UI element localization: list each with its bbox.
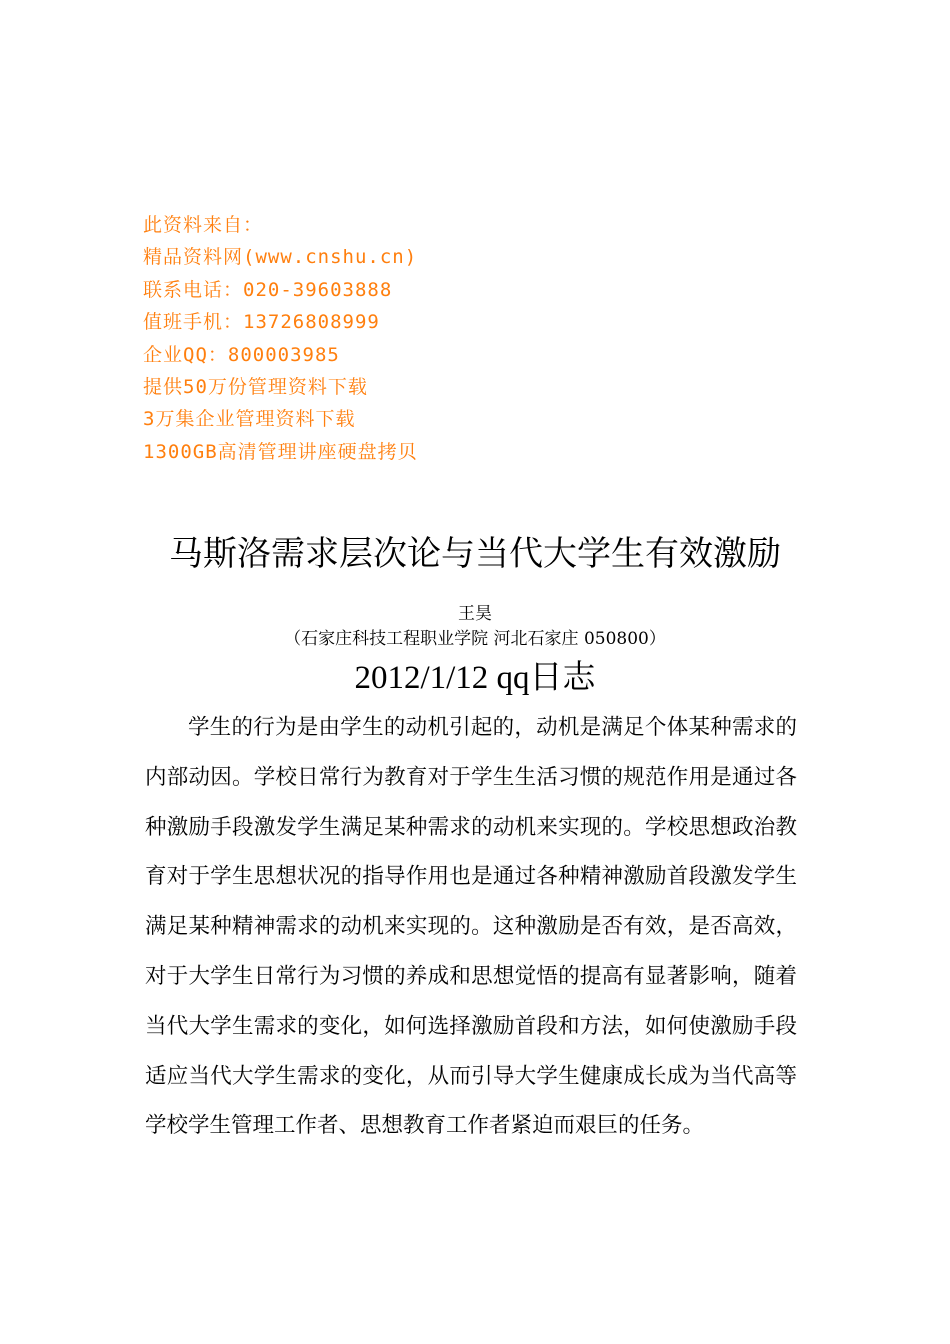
article-author: 王昊 (458, 604, 492, 624)
source-line-mobile: 值班手机：13726808999 (143, 311, 380, 334)
source-line-phone: 联系电话：020-39603888 (143, 278, 393, 301)
article-dateline: 2012/1/12 qq日志 (354, 660, 596, 696)
source-line-qq: 企业QQ：800003985 (143, 343, 340, 366)
source-line-offer-3: 1300GB高清管理讲座硬盘拷贝 (143, 440, 418, 463)
article-title: 马斯洛需求层次论与当代大学生有效激励 (169, 534, 781, 574)
source-line-offer-1: 提供50万份管理资料下载 (143, 375, 368, 398)
source-line-website: 精品资料网(www.cnshu.cn) (143, 246, 418, 269)
article-paragraph: 学生的行为是由学生的动机引起的，动机是满足个体某种需求的内部动因。学校日常行为教育对于学生生活习惯的规范作用是通过各种激励手段激发学生满足某种需求的动机来实现的。学校思想政治教育对于学生思想状况的指导作用也是通过各种精神激励首段激发学生满足某种精神需求的动机来实现的。这种激励是否有效，是否高效，对于大学生日常行为习惯的养成和思想觉悟的提高有显著影响，随着当代大学生需求的变化，如何选择激励首段和方法，如何使激励手段适应当代大学生需求的变化，从而引导大学生健康成长成为当代高等学校学生管理工作者、思想教育工作者紧迫而艰巨的任务。 (145, 715, 797, 1139)
source-line-offer-2: 3万集企业管理资料下载 (143, 408, 356, 431)
source-line-origin: 此资料来自： (143, 214, 264, 236)
article-affiliation: （石家庄科技工程职业学院 河北石家庄 050800） (284, 629, 666, 649)
source-info-block (143, 209, 643, 468)
